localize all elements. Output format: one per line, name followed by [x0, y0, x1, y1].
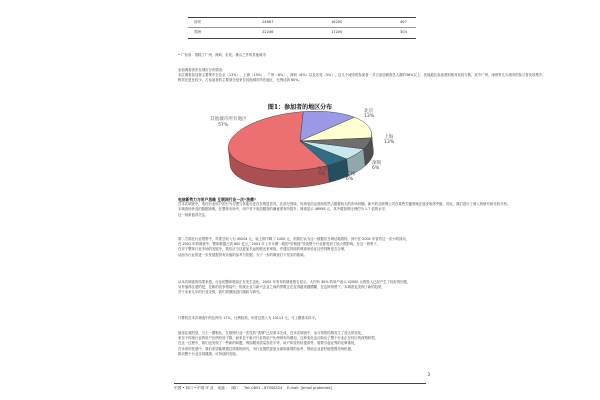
paragraph-line: 在 2002 年的调查中，整体数据占到 600 亿元，2001 年上半年期一段的“价格战”导致整个行业都受到了较大的影响，在这一背景下，: [178, 242, 381, 247]
slice-label-guangzhou: 广州 6%: [346, 172, 356, 183]
chart-title: 图1：参加者的地区分布: [267, 104, 333, 111]
paragraph-line: 另外值得注意的是，在新的竞争格局中，传统企业与新兴企业之间的界限正在变得越来越模糊，在这种背景下，本调查也发现了新的趋势，: [178, 285, 385, 290]
section-heading: 电信新势力与用户思维 互联网行业一次“洗牌”: [178, 197, 257, 202]
slice-label-shanghai: 上海 13%: [384, 135, 395, 146]
survey-intro-heading: 参加调查者所在城市分布情况：: [178, 68, 226, 72]
paragraph-line: 值得注意的是，与上一期相比，互联网行业一次性的“洗牌”已经基本完成，在本次调查中，参与者的结构发生了较大的变化，: [178, 331, 365, 335]
paragraph-line: 在对于整体行业市场的发展中，我们应当以更加长远的眼光来审视，并通过持续的调查来验证这些判断是否合理，: [178, 247, 348, 252]
paragraph: [178, 331, 424, 357]
slice-label-dongguan: 东莞 5%: [318, 167, 328, 178]
table-row: 西安 24667 16200 467: [194, 20, 407, 24]
paragraph-line: 第二方面在行业观察中，年度总收入为 45204 元，较上期下降了 1000 元，但我们认为这一数据应当辩证地看待，其中在 2002 年曾有过一次小的波动，: [178, 237, 410, 241]
survey-intro-line: 本次调查参加者主要集中在北京（13%）、上海（13%）、广州（6%）、深圳（6%）以及东莞（5%），这几个城市的参加者一共占参加调查总人数的38%以上；其他地区参加者则相对比较分散，其中广州、深圳等几大城市的参与者比较集中，: [178, 73, 546, 78]
bullet-note: • 广东省：指除了广州、深圳、东莞、佛山之外的其他城市: [178, 53, 266, 57]
paragraph-line: 来自于传统行业的用户比例有所下降，而来自于新兴行业的用户比例则有所增加，这种变化也反映出了整个行业正在经历的深刻转型，: [178, 336, 379, 341]
paragraph-line: 推动整个行业实现健康、可持续的发展。: [178, 351, 240, 356]
slice-label-other: 其他城市所有地区 57%: [210, 117, 247, 128]
paragraph-line: 从而为行业的进一步发展提供有价值的参考与依据，为下一步的调查打下坚实的基础。: [178, 252, 307, 257]
paragraph-line: 在这一过程中，我们也发现了一些新的问题，例如服务质量参差不齐、用户体验有待提高等，需要引起业界的足够重视，: [178, 341, 358, 346]
footer-email: E-mail: [email protected]: [286, 386, 332, 390]
paragraph: [178, 280, 424, 296]
page-number: 3: [427, 372, 430, 377]
footer-rule: [174, 383, 426, 384]
paragraph-line: 从本次调查的结果来看，行业的整体格局正在发生变化，2002 年发布的调查报告显示，大约有 30% 的用户表示 42000 元的投入已经产生了较好的回报，: [178, 280, 411, 284]
footer-address: 地址：（略）: [218, 386, 240, 390]
table-row: 郑州 22246 17200 304: [194, 30, 407, 34]
paragraph: [178, 316, 424, 321]
section: [178, 197, 511, 218]
paragraph-line: 对于未来几年的行业走势，我们将继续进行跟踪与研究。: [178, 290, 263, 295]
paragraph-line: 计算机在本次调查中的比例为 17%，比例较高，年度总投入为 10113 元，与上期基本持平。: [178, 316, 319, 320]
footer-org: 中国 • 四川 • 中国 IT 业: [174, 386, 214, 390]
slice-label-shenzhen: 深圳 6%: [372, 161, 382, 172]
footer-tel: Tel: 0851 - 87008324: [244, 386, 283, 390]
paragraph-line: 这一现象值得关注。: [178, 212, 209, 217]
paragraph: [178, 237, 424, 258]
footer: [174, 386, 332, 391]
survey-intro-line: 相对还是比较少，占参加者的主要部分是来自其他城市所在地区，比例达到 60%。: [178, 78, 302, 83]
paragraph-line: 在本次调查中，电信行业用户的行为习惯与其他行业存在明显差异，在部分领域，传统电信运营商依然占据着较大的市场份额。新兴的互联网公司在某些关键领域正逐步取得突破，对此，我们进行了深入的研究和比较分析。: [178, 202, 511, 207]
paragraph-line: 本调查所涉及的数据表明，在整体市场中，用户对于电信服务的满意度有所提升，调查显示 48958 元，其中增加的比例约为 1.7 倍的水平，: [178, 207, 389, 212]
paragraph-line: 在未来的发展中，我们希望能够通过持续的研究，为行业提供更加全面和客观的参考，帮助企业更好地把握市场机遇，: [178, 346, 355, 351]
slice-label-beijing: 北京 13%: [364, 109, 375, 120]
